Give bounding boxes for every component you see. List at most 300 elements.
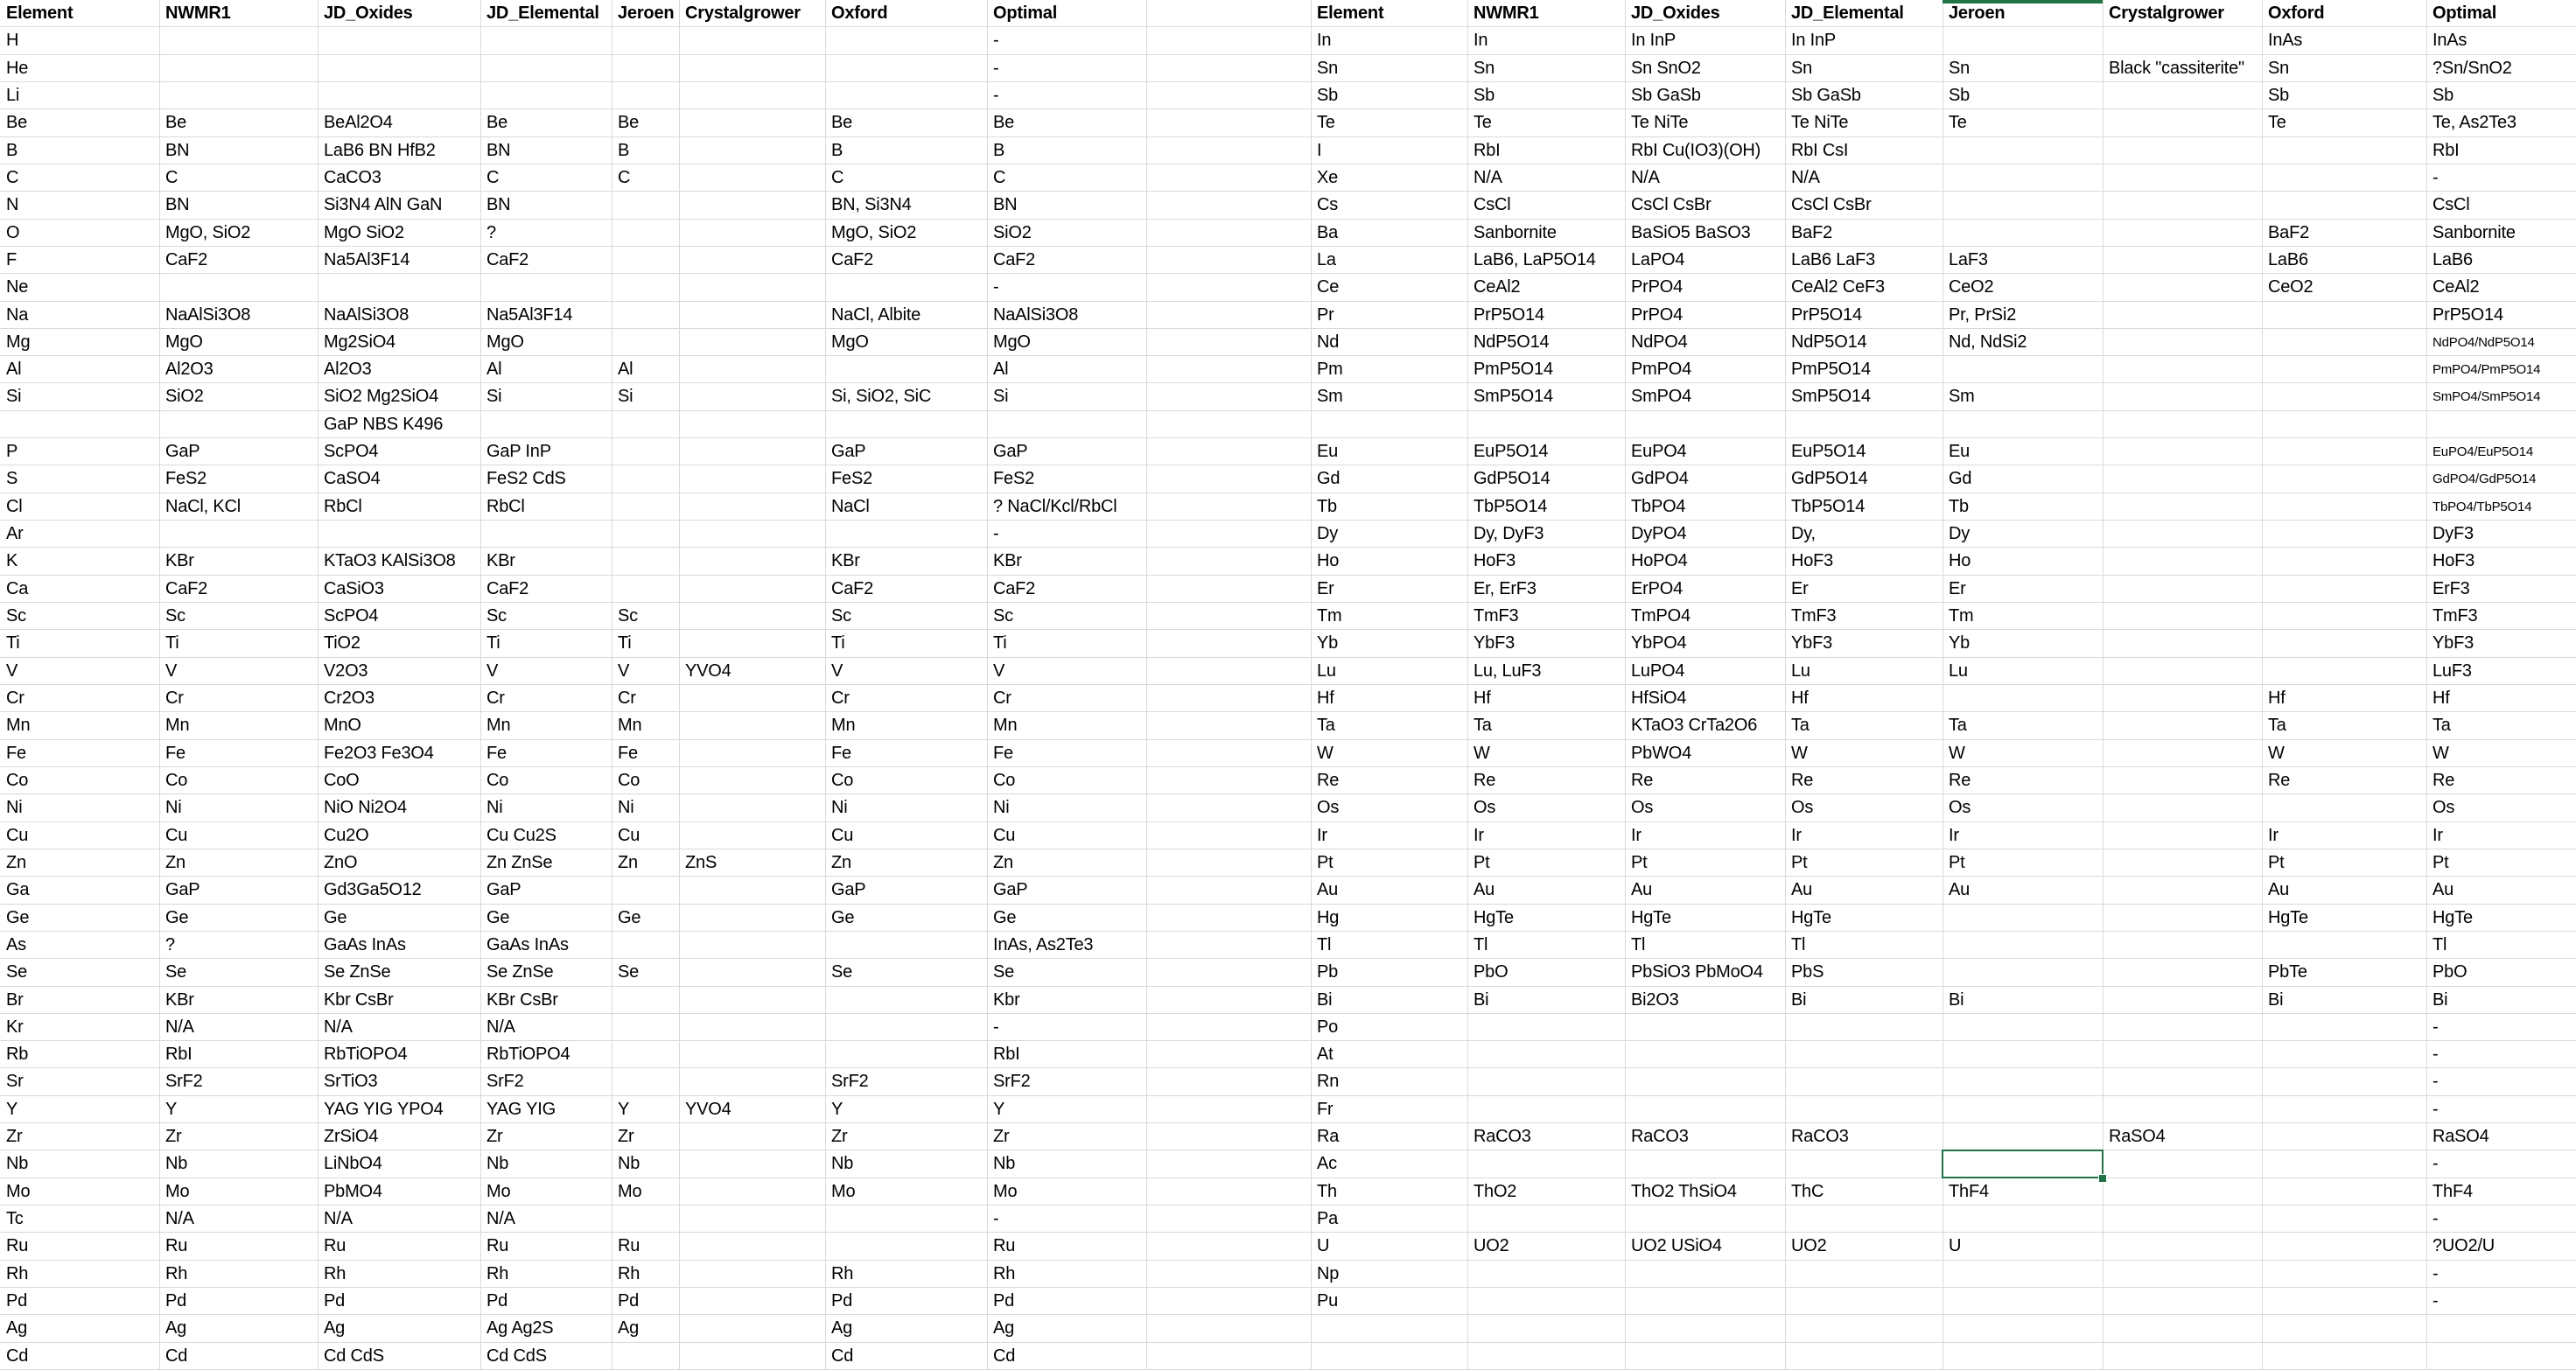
grid-cell[interactable]: - [993,524,999,543]
grid-cell[interactable]: Be [618,113,640,132]
row-label-cell[interactable]: Th [1317,1182,1337,1201]
grid-cell[interactable]: GdPO4 [1631,469,1689,488]
grid-cell[interactable]: Pr, PrSi2 [1949,305,2017,325]
grid-cell[interactable]: Ge [618,908,641,927]
grid-cell[interactable]: GaP [993,442,1028,461]
grid-cell[interactable]: Cd [165,1346,188,1366]
grid-cell[interactable]: - [2432,1264,2439,1283]
row-label-cell[interactable]: Po [1317,1017,1339,1037]
row-label-cell[interactable]: Ir [1317,826,1327,845]
grid-cell[interactable]: Fe2O3 Fe3O4 [324,744,434,763]
row-label-cell[interactable]: Cr [6,688,24,708]
grid-cell[interactable]: TmF3 [1474,606,1519,626]
grid-cell[interactable]: Y [831,1100,844,1119]
grid-cell[interactable]: Os [1949,798,1971,817]
grid-cell[interactable]: Zn [831,853,851,872]
grid-cell[interactable]: ErF3 [2432,579,2470,598]
grid-cell[interactable]: Sc [165,606,186,626]
grid-cell[interactable]: BeAl2O4 [324,113,393,132]
grid-cell[interactable]: W [1791,744,1808,763]
grid-cell[interactable]: Ir [1474,826,1484,845]
grid-cell[interactable]: Ge [324,908,347,927]
grid-cell[interactable]: Cu Cu2S [486,826,556,845]
grid-cell[interactable]: BaF2 [2268,223,2310,242]
grid-cell[interactable]: V [993,661,1005,681]
grid-cell[interactable]: BN [486,195,511,214]
grid-cell[interactable]: ? [165,935,175,954]
grid-cell[interactable]: Te [2268,113,2286,132]
grid-cell[interactable]: CsCl CsBr [1631,195,1712,214]
grid-cell[interactable]: KBr [165,551,194,570]
grid-cell[interactable]: RaCO3 [1474,1127,1531,1146]
grid-cell[interactable]: BN [165,141,190,160]
grid-cell[interactable]: Sn [1474,59,1495,78]
row-label-cell[interactable]: Zr [6,1127,23,1146]
grid-cell[interactable]: Ge [165,908,189,927]
grid-cell[interactable]: CaF2 [486,579,529,598]
grid-cell[interactable]: C [993,168,1006,187]
row-label-cell[interactable]: K [6,551,18,570]
row-label-cell[interactable]: Ce [1317,277,1340,297]
grid-cell[interactable]: KBr [165,990,194,1010]
grid-cell[interactable]: MgO, SiO2 [831,223,917,242]
grid-cell[interactable]: SrF2 [993,1072,1031,1091]
grid-cell[interactable]: Al [486,360,502,379]
grid-cell[interactable]: Sb [1474,86,1495,105]
grid-cell[interactable]: Mo [165,1182,190,1201]
grid-cell[interactable]: Pt [2432,853,2449,872]
row-label-cell[interactable]: In [1317,31,1332,50]
row-label-cell[interactable]: At [1317,1045,1334,1064]
grid-cell[interactable]: KTaO3 CrTa2O6 [1631,716,1758,735]
grid-cell[interactable]: Sb GaSb [1631,86,1701,105]
row-label-cell[interactable]: Ti [6,633,20,653]
grid-cell[interactable]: Cd [831,1346,854,1366]
grid-cell[interactable]: Nb [831,1154,854,1173]
grid-cell[interactable]: Al [993,360,1009,379]
grid-cell[interactable]: C [165,168,178,187]
grid-cell[interactable]: Black "cassiterite" [2109,59,2244,78]
grid-cell[interactable]: YAG YIG YPO4 [324,1100,444,1119]
grid-cell[interactable]: N/A [1631,168,1660,187]
grid-cell[interactable]: InAs [2432,31,2468,50]
grid-cell[interactable]: NdPO4 [1631,332,1688,352]
grid-cell[interactable]: Er, ErF3 [1474,579,1536,598]
row-label-cell[interactable]: Ge [6,908,30,927]
column-header-cell[interactable]: Element [6,3,74,23]
grid-cell[interactable]: CaF2 [165,579,208,598]
grid-cell[interactable]: Ir [2268,826,2278,845]
grid-cell[interactable]: RaCO3 [1631,1127,1689,1146]
grid-cell[interactable]: Ti [618,633,632,653]
grid-cell[interactable]: TbPO4/TbP5O14 [2432,500,2532,514]
row-label-cell[interactable]: Pd [6,1291,28,1311]
grid-cell[interactable]: RbI [165,1045,192,1064]
grid-cell[interactable]: MnO [324,716,361,735]
grid-cell[interactable]: ?UO2/U [2432,1236,2496,1255]
grid-cell[interactable]: MgO [831,332,869,352]
grid-cell[interactable]: NaAlSi3O8 [993,305,1079,325]
grid-cell[interactable]: Cd CdS [324,1346,384,1366]
grid-cell[interactable]: Ir [2432,826,2443,845]
row-label-cell[interactable]: Pm [1317,360,1343,379]
grid-cell[interactable]: - [2432,1209,2439,1228]
grid-cell[interactable]: NiO Ni2O4 [324,798,407,817]
grid-cell[interactable]: GaP [831,442,866,461]
grid-cell[interactable]: ?Sn/SnO2 [2432,59,2512,78]
grid-cell[interactable]: LaB6, LaP5O14 [1474,250,1596,269]
grid-cell[interactable]: Hf [1791,688,1809,708]
grid-cell[interactable]: Pd [324,1291,346,1311]
grid-cell[interactable]: Os [2432,798,2455,817]
grid-cell[interactable]: U [1949,1236,1962,1255]
grid-cell[interactable]: Ag [831,1318,853,1338]
grid-cell[interactable]: MgO [165,332,203,352]
grid-cell[interactable]: RbTiOPO4 [486,1045,570,1064]
grid-cell[interactable]: Lu [1949,661,1968,681]
row-label-cell[interactable]: Ba [1317,223,1339,242]
grid-cell[interactable]: ThO2 ThSiO4 [1631,1182,1737,1201]
grid-cell[interactable]: Cr [831,688,850,708]
grid-cell[interactable]: Co [831,771,854,790]
grid-cell[interactable]: Na5Al3F14 [486,305,573,325]
grid-cell[interactable]: CeAl2 [1474,277,1521,297]
grid-cell[interactable]: - [993,1209,999,1228]
grid-cell[interactable]: HgTe [2432,908,2473,927]
grid-cell[interactable]: Gd3Ga5O12 [324,880,422,899]
row-label-cell[interactable]: Fe [6,744,26,763]
row-label-cell[interactable]: Lu [1317,661,1336,681]
column-header-cell[interactable]: JD_Elemental [1791,3,1904,23]
grid-cell[interactable]: GaP [165,880,200,899]
grid-cell[interactable]: BN [993,195,1018,214]
grid-cell[interactable]: Cr [993,688,1012,708]
grid-cell[interactable]: Pd [831,1291,853,1311]
grid-cell[interactable]: Au [1631,880,1653,899]
grid-cell[interactable]: N/A [1791,168,1820,187]
grid-cell[interactable]: - [993,59,999,78]
grid-cell[interactable]: - [993,31,999,50]
grid-cell[interactable]: FeS2 [831,469,873,488]
grid-cell[interactable]: Ir [1631,826,1642,845]
grid-cell[interactable]: TmF3 [1791,606,1837,626]
grid-cell[interactable]: Pt [2268,853,2285,872]
grid-cell[interactable]: RaSO4 [2432,1127,2489,1146]
grid-cell[interactable]: Nb [993,1154,1016,1173]
grid-cell[interactable]: Ag [324,1318,346,1338]
grid-cell[interactable]: - [2432,1100,2439,1119]
grid-cell[interactable]: Bi [1791,990,1807,1010]
grid-cell[interactable]: EuP5O14 [1791,442,1866,461]
grid-cell[interactable]: Cr [165,688,184,708]
grid-cell[interactable]: Zr [486,1127,503,1146]
grid-cell[interactable]: Ru [993,1236,1016,1255]
row-label-cell[interactable]: Pt [1317,853,1334,872]
grid-cell[interactable]: Re [1631,771,1654,790]
grid-cell[interactable]: PbO [2432,962,2468,982]
grid-cell[interactable]: CaF2 [831,579,874,598]
grid-cell[interactable]: Kbr [993,990,1020,1010]
grid-cell[interactable]: Au [1791,880,1813,899]
grid-cell[interactable]: C [618,168,631,187]
grid-cell[interactable]: CsCl [1474,195,1511,214]
row-label-cell[interactable]: Sn [1317,59,1339,78]
row-label-cell[interactable]: Hf [1317,688,1334,708]
grid-cell[interactable]: TbPO4 [1631,497,1686,516]
grid-cell[interactable]: PrPO4 [1631,277,1684,297]
grid-cell[interactable]: CsCl CsBr [1791,195,1872,214]
grid-cell[interactable]: DyF3 [2432,524,2474,543]
grid-cell[interactable]: Bi [2268,990,2284,1010]
grid-cell[interactable]: Ir [1949,826,1959,845]
grid-cell[interactable]: Ag Ag2S [486,1318,554,1338]
grid-cell[interactable]: CeO2 [1949,277,1994,297]
grid-cell[interactable]: Tl [1631,935,1646,954]
row-label-cell[interactable]: Hg [1317,908,1340,927]
grid-cell[interactable]: NaCl, Albite [831,305,921,325]
grid-cell[interactable]: In [1474,31,1488,50]
row-label-cell[interactable]: Tc [6,1209,24,1228]
grid-cell[interactable]: Se [993,962,1015,982]
grid-cell[interactable]: C [831,168,844,187]
grid-cell[interactable]: - [993,86,999,105]
grid-cell[interactable]: Fe [618,744,638,763]
grid-cell[interactable]: Sc [618,606,638,626]
grid-cell[interactable]: TmPO4 [1631,606,1690,626]
grid-cell[interactable]: Ni [486,798,503,817]
row-label-cell[interactable]: Tl [1317,935,1332,954]
grid-cell[interactable]: NaAlSi3O8 [324,305,410,325]
grid-cell[interactable]: Sc [831,606,851,626]
grid-cell[interactable]: Au [1474,880,1495,899]
row-label-cell[interactable]: He [6,59,29,78]
grid-cell[interactable]: InAs, As2Te3 [993,935,1094,954]
grid-cell[interactable]: Pt [1631,853,1648,872]
column-header-cell[interactable]: Element [1317,3,1384,23]
grid-cell[interactable]: Bi [1474,990,1489,1010]
grid-cell[interactable]: GaP NBS K496 [324,415,444,434]
grid-cell[interactable]: RbTiOPO4 [324,1045,408,1064]
grid-cell[interactable]: Nb [618,1154,640,1173]
column-header-cell[interactable]: Optimal [993,3,1058,23]
row-label-cell[interactable]: Ne [6,277,29,297]
grid-cell[interactable]: Mn [831,716,856,735]
grid-cell[interactable]: Zn ZnSe [486,853,553,872]
grid-cell[interactable]: SmP5O14 [1791,387,1871,406]
grid-cell[interactable]: Sb [2268,86,2290,105]
grid-cell[interactable]: Ag [993,1318,1015,1338]
row-label-cell[interactable]: Na [6,305,29,325]
row-label-cell[interactable]: Tm [1317,606,1342,626]
column-header-cell[interactable]: NWMR1 [1474,3,1539,23]
grid-cell[interactable]: GaP [486,880,522,899]
grid-cell[interactable]: Ta [2268,716,2286,735]
grid-cell[interactable]: ThF4 [1949,1182,1989,1201]
grid-cell[interactable]: FeS2 [165,469,207,488]
grid-cell[interactable]: NdPO4/NdP5O14 [2432,335,2535,350]
grid-cell[interactable]: Mn [165,716,190,735]
grid-cell[interactable]: Fe [165,744,186,763]
grid-cell[interactable]: SrF2 [486,1072,524,1091]
grid-cell[interactable]: W [1949,744,1965,763]
row-label-cell[interactable]: F [6,250,18,269]
grid-cell[interactable]: Zn [993,853,1013,872]
grid-cell[interactable]: V [831,661,844,681]
grid-cell[interactable]: KTaO3 KAlSi3O8 [324,551,456,570]
row-label-cell[interactable]: Ca [6,579,29,598]
grid-cell[interactable]: GaP InP [486,442,551,461]
row-label-cell[interactable]: B [6,141,18,160]
grid-cell[interactable]: Nb [165,1154,188,1173]
row-label-cell[interactable]: Sb [1317,86,1339,105]
row-label-cell[interactable]: Se [6,962,28,982]
grid-cell[interactable]: Al [618,360,634,379]
grid-cell[interactable]: Ru [486,1236,509,1255]
row-label-cell[interactable]: Bi [1317,990,1333,1010]
grid-cell[interactable]: SiO2 [993,223,1032,242]
grid-cell[interactable]: ErPO4 [1631,579,1684,598]
grid-cell[interactable]: N/A [324,1017,353,1037]
row-label-cell[interactable]: O [6,223,20,242]
grid-cell[interactable]: - [2432,1017,2439,1037]
grid-cell[interactable]: Cr2O3 [324,688,374,708]
row-label-cell[interactable]: Ho [1317,551,1340,570]
grid-cell[interactable]: Pt [1474,853,1490,872]
grid-cell[interactable]: Se ZnSe [324,962,391,982]
grid-cell[interactable]: Se [165,962,187,982]
grid-cell[interactable]: LuF3 [2432,661,2472,681]
column-header-cell[interactable]: Oxford [831,3,888,23]
grid-cell[interactable]: MgO SiO2 [324,223,404,242]
grid-cell[interactable]: Re [1474,771,1496,790]
grid-cell[interactable]: LaB6 BN HfB2 [324,141,436,160]
grid-cell[interactable]: CsCl [2432,195,2470,214]
column-header-cell[interactable]: Jeroen [1949,3,2006,23]
grid-cell[interactable]: PrP5O14 [1791,305,1862,325]
grid-cell[interactable]: Ru [165,1236,188,1255]
grid-cell[interactable]: Pt [1791,853,1808,872]
grid-cell[interactable]: In InP [1791,31,1837,50]
row-label-cell[interactable]: Cu [6,826,29,845]
grid-cell[interactable]: PbWO4 [1631,744,1692,763]
grid-cell[interactable]: PmP5O14 [1474,360,1553,379]
grid-cell[interactable]: Zn [618,853,638,872]
row-label-cell[interactable]: Tb [1317,497,1337,516]
grid-cell[interactable]: Zr [831,1127,848,1146]
grid-cell[interactable]: HgTe [2268,908,2308,927]
grid-cell[interactable]: W [2432,744,2449,763]
grid-cell[interactable]: Te NiTe [1631,113,1689,132]
grid-cell[interactable]: V [618,661,630,681]
grid-cell[interactable]: Ti [831,633,845,653]
row-label-cell[interactable]: Zn [6,853,26,872]
grid-cell[interactable]: Tb [1949,497,1969,516]
grid-cell[interactable]: PmPO4/PmP5O14 [2432,362,2541,377]
grid-cell[interactable]: EuPO4 [1631,442,1687,461]
grid-cell[interactable]: EuPO4/EuP5O14 [2432,444,2533,459]
grid-cell[interactable]: ScPO4 [324,442,379,461]
grid-cell[interactable]: Ho [1949,551,1971,570]
grid-cell[interactable]: Ta [1791,716,1810,735]
grid-cell[interactable]: YAG YIG [486,1100,556,1119]
column-header-cell[interactable]: Jeroen [618,3,675,23]
grid-cell[interactable]: Ni [993,798,1010,817]
grid-cell[interactable]: Co [486,771,509,790]
grid-cell[interactable]: Cu [165,826,188,845]
grid-cell[interactable]: Re [2432,771,2455,790]
grid-cell[interactable]: YbF3 [1474,633,1516,653]
grid-cell[interactable]: SmPO4/SmP5O14 [2432,389,2541,404]
row-label-cell[interactable]: H [6,31,19,50]
grid-cell[interactable]: Si [618,387,634,406]
row-label-cell[interactable]: Ru [6,1236,29,1255]
grid-cell[interactable]: PrP5O14 [2432,305,2503,325]
grid-cell[interactable]: Sc [486,606,507,626]
row-label-cell[interactable]: Cd [6,1346,29,1366]
grid-cell[interactable]: Co [993,771,1016,790]
grid-cell[interactable]: BaSiO5 BaSO3 [1631,223,1751,242]
grid-cell[interactable]: N/A [324,1209,353,1228]
grid-cell[interactable]: N/A [486,1209,515,1228]
grid-cell[interactable]: Si3N4 AlN GaN [324,195,443,214]
row-label-cell[interactable]: Ga [6,880,30,899]
row-label-cell[interactable]: S [6,469,18,488]
grid-cell[interactable]: YbF3 [1791,633,1833,653]
grid-cell[interactable]: Sb GaSb [1791,86,1861,105]
grid-cell[interactable]: In InP [1631,31,1676,50]
grid-cell[interactable]: Gd [1949,469,1972,488]
row-label-cell[interactable]: Os [1317,798,1340,817]
grid-cell[interactable]: Rh [324,1264,346,1283]
column-header-cell[interactable]: JD_Oxides [1631,3,1720,23]
grid-cell[interactable]: SmPO4 [1631,387,1692,406]
grid-cell[interactable]: C [486,168,500,187]
grid-cell[interactable]: SrF2 [831,1072,869,1091]
grid-cell[interactable]: Tl [1791,935,1806,954]
row-label-cell[interactable]: Mg [6,332,31,352]
grid-cell[interactable]: CeO2 [2268,277,2314,297]
column-header-cell[interactable]: Oxford [2268,3,2325,23]
grid-cell[interactable]: PrP5O14 [1474,305,1544,325]
grid-cell[interactable]: Sn [2268,59,2290,78]
grid-cell[interactable]: RbI [2432,141,2460,160]
row-label-cell[interactable]: Si [6,387,22,406]
grid-cell[interactable]: Cd [993,1346,1016,1366]
grid-cell[interactable]: N/A [165,1017,194,1037]
grid-cell[interactable]: Ir [1791,826,1802,845]
grid-cell[interactable]: Mn [486,716,511,735]
grid-cell[interactable]: KBr [831,551,860,570]
grid-cell[interactable]: Mo [618,1182,642,1201]
grid-cell[interactable]: Ti [165,633,179,653]
grid-cell[interactable]: MgO [486,332,524,352]
grid-cell[interactable]: Yb [1949,633,1970,653]
grid-cell[interactable]: LaB6 [2268,250,2308,269]
row-label-cell[interactable]: La [1317,250,1336,269]
grid-cell[interactable]: Ge [993,908,1017,927]
grid-cell[interactable]: Ta [2432,716,2451,735]
grid-cell[interactable]: N/A [165,1209,194,1228]
grid-cell[interactable]: NdP5O14 [1474,332,1550,352]
grid-cell[interactable]: - [2432,1154,2439,1173]
grid-cell[interactable]: Ti [486,633,500,653]
grid-cell[interactable]: Cr [486,688,505,708]
grid-cell[interactable]: Sc [993,606,1013,626]
row-label-cell[interactable]: W [1317,744,1334,763]
grid-cell[interactable]: CaSiO3 [324,579,384,598]
grid-cell[interactable]: Y [993,1100,1005,1119]
grid-cell[interactable]: W [2268,744,2285,763]
